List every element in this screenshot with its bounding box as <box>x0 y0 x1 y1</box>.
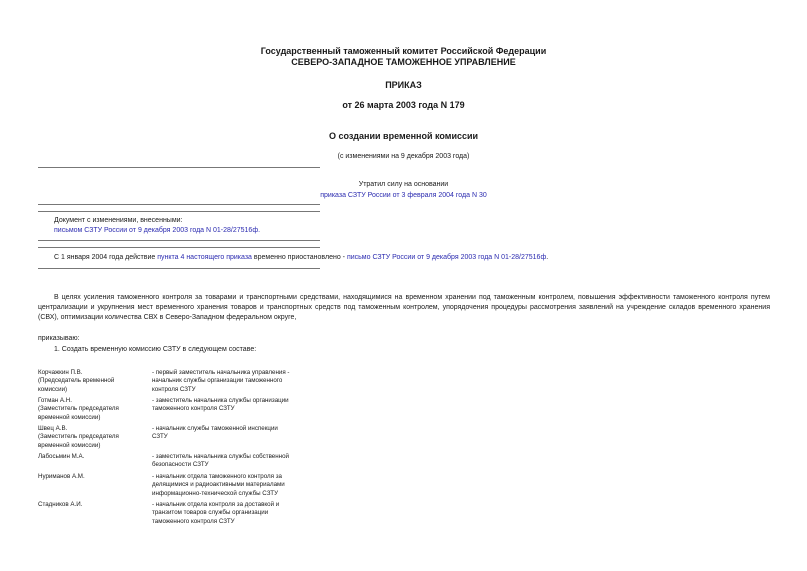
changes-label: Документ с изменениями, внесенными: <box>54 217 183 224</box>
suspension-middle: временно приостановлено - <box>251 254 347 261</box>
divider <box>38 167 320 168</box>
divider <box>38 268 320 269</box>
suspension-suffix: . <box>546 254 549 261</box>
item-1: 1. Создать временную комиссию СЗТУ в следующем составе: <box>54 346 257 353</box>
member-name: Нуриманов А.М. <box>38 473 85 480</box>
suspension-prefix: С 1 января 2004 года действие <box>54 254 158 261</box>
suspension-link-clause[interactable]: пункта 4 настоящего приказа <box>157 254 252 261</box>
divider <box>38 204 320 205</box>
lost-force-link[interactable]: приказа СЗТУ России от 3 февраля 2004 года N 30 <box>320 192 487 199</box>
member-name: Готман А.Н. (Заместитель председателя временной комиссии) <box>38 397 119 421</box>
document-changes-note: (с изменениями на 9 декабря 2003 года) <box>337 153 470 160</box>
member-role: - заместитель начальника службы организации таможенного контроля СЗТУ <box>152 397 289 413</box>
divider <box>38 211 320 212</box>
member-role: - заместитель начальника службы собственной безопасности СЗТУ <box>152 453 289 469</box>
divider <box>38 240 320 241</box>
suspension-link-letter[interactable]: письмо СЗТУ России от 9 декабря 2003 года N 01-28/27516ф <box>346 254 547 261</box>
changes-link[interactable]: письмом СЗТУ России от 9 декабря 2003 года N 01-28/27516ф. <box>54 227 261 234</box>
commission-table <box>38 369 328 529</box>
document-title: О создании временной комиссии <box>328 131 479 141</box>
member-name: Швец А.В. (Заместитель председателя временной комиссии) <box>38 425 119 449</box>
issuer-department: СЕВЕРО-ЗАПАДНОЕ ТАМОЖЕННОЕ УПРАВЛЕНИЕ <box>291 57 516 67</box>
member-role: - начальник отдела таможенного контроля за делящимися и радиоактивными материалами информационно-технической службы СЗТУ <box>152 473 285 497</box>
member-name: Лабосьмин М.А. <box>38 453 85 460</box>
member-name: Корчажкин П.В. (Председатель временной комиссии) <box>38 369 115 393</box>
suspension-note <box>54 253 548 262</box>
order-word: приказываю: <box>38 335 80 342</box>
intro-paragraph: В целях усиления таможенного контроля за товарами и транспортными средствами, находящимися на временном хранении под таможенным контролем, повышения эффективности таможенного контроля путем централизации и укрупнения мест временного хранения товаров и транспортных средств под таможенным контролем, упорядочения процедуры рассмотрения заявлений на учреждение складов временного хранения (СВХ), оптимизации количества СВХ в Северо-Западном федеральном округе, <box>38 294 770 321</box>
lost-force-label: Утратил силу на основании <box>358 181 449 188</box>
divider <box>38 247 320 248</box>
member-name: Стадников А.И. <box>38 501 83 508</box>
document-type: ПРИКАЗ <box>385 80 422 90</box>
member-role: - начальник отдела контроля за доставкой и транзитом товаров службы организации таможенного контроля СЗТУ <box>152 501 280 525</box>
member-role: - первый заместитель начальника управления - начальник службы организации таможенного контроля СЗТУ <box>152 369 290 393</box>
member-role: - начальник службы таможенной инспекции СЗТУ <box>152 425 278 441</box>
document-date: от 26 марта 2003 года N 179 <box>342 100 465 110</box>
issuer-org: Государственный таможенный комитет Российской Федерации <box>260 46 547 56</box>
